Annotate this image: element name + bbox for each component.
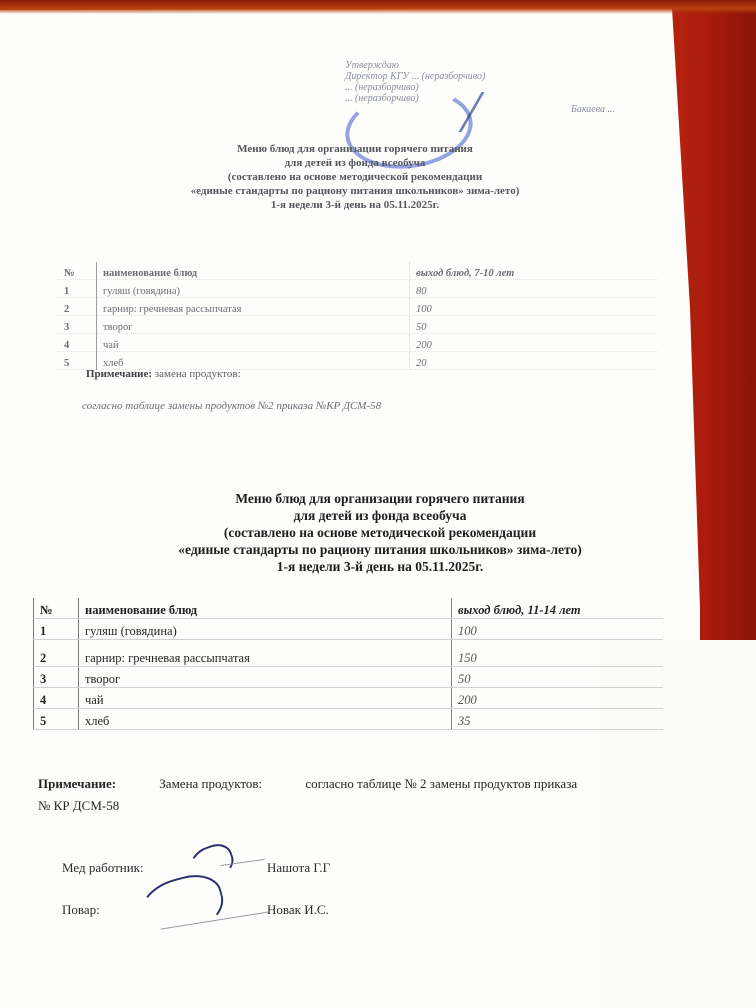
table-row <box>34 619 664 640</box>
dish-yield: 50 <box>410 316 659 334</box>
approval-line: Утверждаю <box>345 60 399 71</box>
dish-yield: 100 <box>452 619 664 640</box>
approval-line: ... (неразборчиво) <box>345 93 419 104</box>
title-line: Меню блюд для организации горячего питания <box>237 143 473 155</box>
note-text: замена продуктов: <box>154 368 241 380</box>
dish-name: чай <box>97 334 410 352</box>
menu-11-14-table <box>33 598 663 730</box>
signature-role-medic: Мед работник: <box>62 860 144 875</box>
title-line: 1-я недели 3-й день на 05.11.2025г. <box>270 199 440 211</box>
row-number: 1 <box>34 619 79 640</box>
menu-7-10-note-line2: согласно таблице замены продуктов №2 приказа №КР ДСМ-58 <box>82 400 382 412</box>
approval-line: ... (неразборчиво) <box>345 82 419 93</box>
dish-yield: 150 <box>452 640 664 667</box>
row-number: 2 <box>34 640 79 667</box>
table-header-row <box>58 262 658 280</box>
dish-name: гарнир: гречневая рассыпчатая <box>79 640 452 667</box>
approval-signer: Бакаева ... <box>570 104 615 115</box>
column-header-dish: наименование блюд <box>97 262 410 280</box>
dish-name: творог <box>79 667 452 688</box>
row-number: 4 <box>58 334 97 352</box>
menu-7-10-note <box>86 368 241 380</box>
title-line: (составлено на основе методической рекомендации <box>223 525 537 540</box>
title-line: для детей из фонда всеобуча <box>293 508 467 523</box>
column-header-number: № <box>58 262 97 280</box>
dish-yield: 200 <box>452 688 664 709</box>
column-header-yield: выход блюд, 11-14 лет <box>452 598 664 619</box>
background-top-edge <box>0 0 756 14</box>
dish-yield: 80 <box>410 280 659 298</box>
row-number: 4 <box>34 688 79 709</box>
title-line: 1-я недели 3-й день на 05.11.2025г. <box>276 559 484 574</box>
dish-yield: 200 <box>410 334 659 352</box>
menu-7-10-table <box>58 262 658 370</box>
row-number: 1 <box>58 280 97 298</box>
table-row <box>34 709 664 730</box>
table-header-row <box>34 598 664 619</box>
dish-name: хлеб <box>79 709 452 730</box>
menu-11-14-title <box>100 490 660 575</box>
note-label: Примечание: <box>38 776 117 791</box>
dish-name: творог <box>97 316 410 334</box>
dish-yield: 20 <box>410 352 659 370</box>
dish-name: гуляш (говядина) <box>79 619 452 640</box>
table-row <box>34 688 664 709</box>
title-line: «единые стандарты по рациону питания школьников» зима-лето) <box>190 185 520 197</box>
row-number: 2 <box>58 298 97 316</box>
note-text: Замена продуктов: <box>159 776 263 791</box>
note-order-number: № КР ДСМ-58 <box>38 798 120 813</box>
table-row <box>58 334 658 352</box>
dish-name: гуляш (говядина) <box>97 280 410 298</box>
row-number: 3 <box>34 667 79 688</box>
column-header-yield: выход блюд, 7-10 лет <box>410 262 659 280</box>
column-header-dish: наименование блюд <box>79 598 452 619</box>
note-text-reference: согласно таблице № 2 замены продуктов приказа <box>305 776 578 791</box>
title-line: для детей из фонда всеобуча <box>284 157 426 169</box>
row-number: 3 <box>58 316 97 334</box>
signature-name-medic: Нашота Г.Г <box>267 860 331 875</box>
approval-line: Директор КГУ ... (неразборчиво) <box>345 71 486 82</box>
dish-name: чай <box>79 688 452 709</box>
table-row <box>58 352 658 370</box>
table-row <box>58 298 658 316</box>
table-row <box>34 640 664 667</box>
row-number: 5 <box>34 709 79 730</box>
dish-yield: 35 <box>452 709 664 730</box>
note-label: Примечание: <box>86 368 153 380</box>
table-row <box>58 316 658 334</box>
dish-name: хлеб <box>97 352 410 370</box>
column-header-number: № <box>34 598 79 619</box>
menu-11-14-note <box>38 773 698 817</box>
title-line: (составлено на основе методической рекомендации <box>227 171 483 183</box>
signature-role-cook: Повар: <box>62 902 100 917</box>
dish-name: гарнир: гречневая рассыпчатая <box>97 298 410 316</box>
title-line: Меню блюд для организации горячего питания <box>235 491 525 506</box>
dish-yield: 100 <box>410 298 659 316</box>
title-line: «единые стандарты по рациону питания школьников» зима-лето) <box>178 542 582 557</box>
row-number: 5 <box>58 352 97 370</box>
table-row <box>34 667 664 688</box>
menu-7-10-title <box>120 142 590 212</box>
signature-name-cook: Новак И.С. <box>267 902 329 917</box>
table-row <box>58 280 658 298</box>
dish-yield: 50 <box>452 667 664 688</box>
